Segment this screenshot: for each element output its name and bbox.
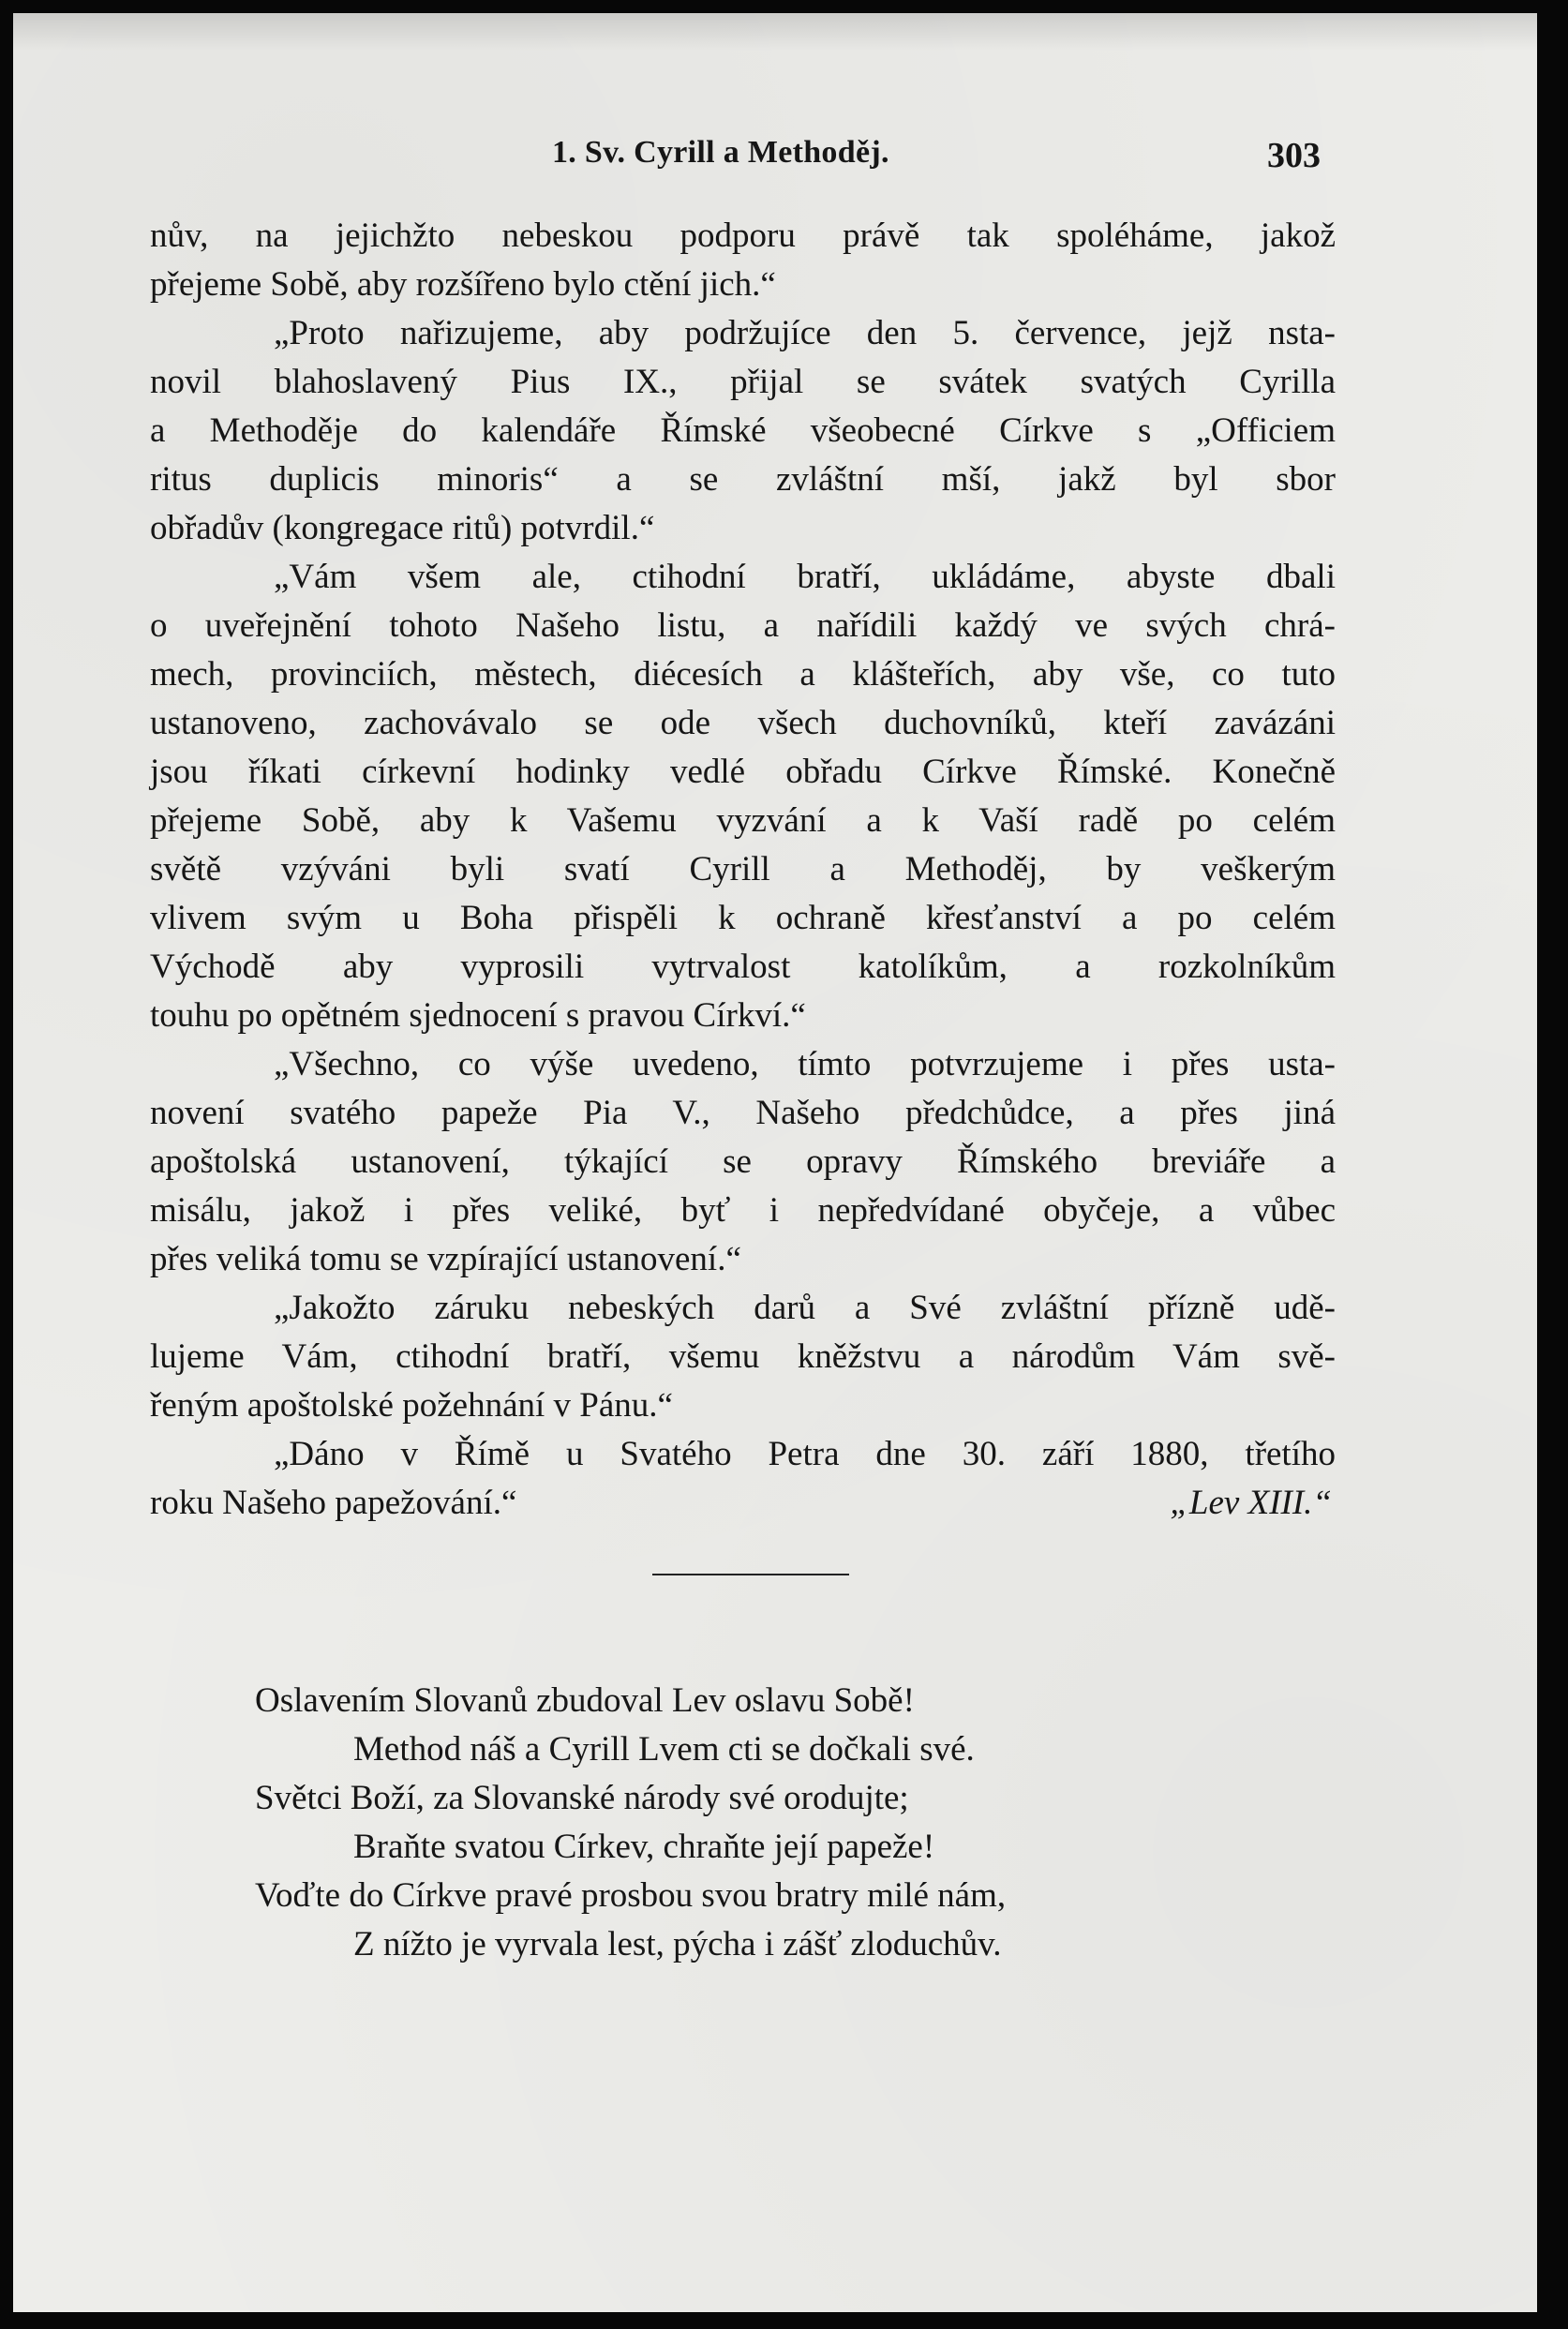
text-line: nův, na jejichžto nebeskou podporu právě tak spoléháme, jakož [150, 216, 1336, 255]
text-line: přejeme Sobě, aby k Vašemu vyzvání a k Vaší radě po celém [150, 801, 1336, 840]
poem-line: Světci Boží, za Slovanské národy své orodujte; [255, 1779, 909, 1817]
poem-line: Voďte do Církve pravé prosbou svou bratry milé nám, [255, 1876, 1007, 1915]
poem-line: Z nížto je vyrvala lest, pýcha i zášť zloduchův. [353, 1925, 1002, 1963]
closing-line [150, 1479, 1336, 1528]
text-line: obřadův (kongregace ritů) potvrdil.“ [150, 509, 655, 547]
text-line: jsou říkati církevní hodinky vedlé obřadu Církve Římské. Konečně [150, 753, 1336, 791]
poem-line: Braňte svatou Církev, chraňte její papeže! [353, 1828, 935, 1866]
text-line: „Vám všem ale, ctihodní bratří, ukládáme, abyste dbali [274, 558, 1336, 596]
page-edge-shadow [13, 13, 1537, 51]
closing-text: roku Našeho papežování.“ [150, 1484, 517, 1522]
text-line: přejeme Sobě, aby rozšířeno bylo ctění jich.“ [150, 265, 776, 304]
page-number: 303 [1267, 136, 1321, 175]
text-line: novení svatého papeže Pia V., Našeho předchůdce, a přes jiná [150, 1094, 1336, 1132]
text-line: ritus duplicis minoris“ a se zvláštní mší, jakž byl sbor [150, 460, 1336, 499]
poem-line: Oslavením Slovanů zbudoval Lev oslavu Sobě! [255, 1681, 915, 1720]
text-line: „Dáno v Římě u Svatého Petra dne 30. září 1880, třetího [274, 1435, 1336, 1473]
text-line: touhu po opětném sjednocení s pravou Církví.“ [150, 996, 806, 1035]
body-text [150, 212, 1336, 1528]
text-line: mech, provinciích, městech, diécesích a klášteřích, aby vše, co tuto [150, 655, 1336, 694]
book-page [13, 13, 1537, 2312]
text-line: apoštolská ustanovení, týkající se opravy Římského breviáře a [150, 1142, 1336, 1181]
poem [255, 1677, 1286, 1969]
text-line: světě vzýváni byli svatí Cyrill a Methoděj, by veškerým [150, 850, 1336, 888]
text-line: a Methoděje do kalendáře Římské všeobecné Církve s „Officiem [150, 411, 1336, 450]
text-line: novil blahoslavený Pius IX., přijal se svátek svatých Cyrilla [150, 363, 1336, 401]
running-title: 1. Sv. Cyrill a Methoděj. [552, 135, 889, 170]
section-divider [652, 1574, 849, 1575]
text-line: lujeme Vám, ctihodní bratří, všemu kněžstvu a národům Vám svě- [150, 1337, 1336, 1376]
text-line: o uveřejnění tohoto Našeho listu, a nařídili každý ve svých chrá- [150, 606, 1336, 645]
text-line: přes veliká tomu se vzpírající ustanovení.“ [150, 1240, 741, 1278]
signature: „Lev XIII.“ [1170, 1484, 1332, 1522]
poem-line: Method náš a Cyrill Lvem cti se dočkali své. [353, 1730, 975, 1769]
text-line: ustanoveno, zachovávalo se ode všech duchovníků, kteří zavázáni [150, 704, 1336, 742]
text-line: „Všechno, co výše uvedeno, tímto potvrzujeme i přes usta- [274, 1045, 1336, 1083]
text-line: „Jakožto záruku nebeských darů a Své zvláštní přízně udě- [274, 1289, 1336, 1327]
text-line: vlivem svým u Boha přispěli k ochraně křesťanství a po celém [150, 899, 1336, 937]
text-line: Východě aby vyprosili vytrvalost katolíkům, a rozkolníkům [150, 948, 1336, 986]
text-line: řeným apoštolské požehnání v Pánu.“ [150, 1386, 673, 1425]
text-line: misálu, jakož i přes veliké, byť i nepředvídané obyčeje, a vůbec [150, 1191, 1336, 1230]
text-line: „Proto nařizujeme, aby podržujíce den 5. července, jejž nsta- [274, 314, 1336, 352]
